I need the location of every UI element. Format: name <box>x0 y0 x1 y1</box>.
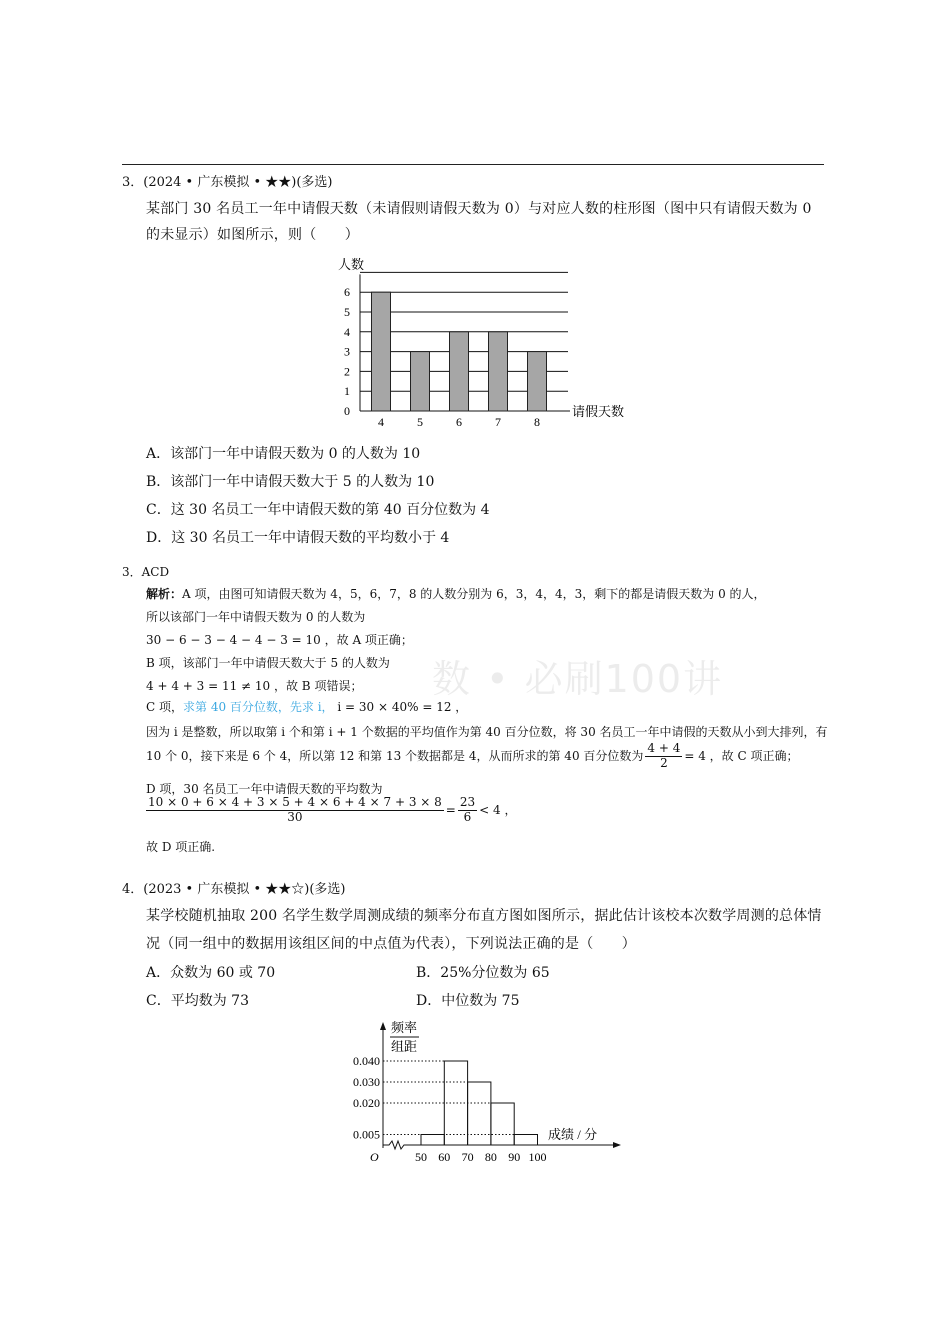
d-frac-num: 10 × 0 + 6 × 4 + 3 × 5 + 4 × 6 + 4 × 7 + 3 × 8 <box>148 795 442 809</box>
solution3-c-line1 <box>146 698 467 715</box>
option-label: B． <box>146 474 171 490</box>
x-tick-label: 90 <box>508 1150 521 1164</box>
solution3-a-line2: 所以该部门一年中请假天数为 0 的人数为 <box>146 610 366 624</box>
x-tick-label: 4 <box>378 415 384 429</box>
q3-header: 3．(2024 • 广东模拟 • ★★)(多选) <box>122 175 333 190</box>
y-tick-label: 2 <box>344 364 350 379</box>
y-tick-label: 1 <box>344 384 350 399</box>
option-label: D． <box>146 530 172 546</box>
q4-option-d <box>416 990 520 1010</box>
q3-option-d <box>146 527 449 547</box>
analysis-label: 解析： <box>146 587 183 601</box>
option-label: A． <box>146 446 171 462</box>
q4-option-c <box>146 990 249 1010</box>
y-tick-label: 0.040 <box>353 1054 380 1068</box>
option-text: 平均数为 73 <box>170 993 249 1009</box>
c-frac-num: 4 + 4 <box>647 741 681 755</box>
solution3-a-line3: 30 − 6 − 3 − 4 − 4 − 3 = 10 ，故 A 项正确； <box>146 633 413 647</box>
score-frequency-histogram <box>330 1016 640 1176</box>
bar <box>411 352 430 411</box>
histogram-bar <box>468 1082 491 1145</box>
option-text: 该部门一年中请假天数为 0 的人数为 10 <box>170 446 421 462</box>
c-hint: 求第 40 百分位数，先求 i， <box>183 700 334 714</box>
analysis-text: A 项，由图可知请假天数为 4，5，6，7，8 的人数分别为 6，3，4，4，3，剩下的都是请假天数为 0 的人， <box>182 587 766 601</box>
c-formula: i = 30 × 40% = 12 ， <box>333 700 468 714</box>
option-text: 众数为 60 或 70 <box>170 965 276 981</box>
x-tick-label: 50 <box>415 1150 427 1164</box>
q3-stem-line2: 的未显示）如图所示，则（ ） <box>146 227 359 243</box>
d-frac-den: 30 <box>287 809 303 824</box>
option-label: C． <box>146 502 171 518</box>
d-fraction2 <box>458 796 477 825</box>
y-tick-label: 0 <box>344 404 350 418</box>
d-eq: = <box>445 802 456 817</box>
option-text: 中位数为 75 <box>441 993 520 1009</box>
x-tick-label: 7 <box>495 415 501 429</box>
solution3-d-line2 <box>144 796 516 825</box>
solution3-c-line2: 因为 i 是整数，所以取第 i 个和第 i + 1 个数据的平均值作为第 40 百分位数，将 30 名员工一年中请假的天数从小到大排列，有 <box>146 725 828 739</box>
bar <box>450 332 469 411</box>
x-tick-label: 6 <box>456 415 462 429</box>
c-prefix: C 项， <box>146 700 183 714</box>
histogram-bar <box>514 1135 537 1146</box>
y-axis-label: 人数 <box>338 257 365 272</box>
x-axis-arrow <box>613 1142 621 1148</box>
q3-option-a <box>146 443 420 463</box>
option-text: 该部门一年中请假天数大于 5 的人数为 10 <box>170 474 435 490</box>
solution3-answer: 3．ACD <box>122 565 170 579</box>
q4-header: 4．(2023 • 广东模拟 • ★★☆)(多选) <box>122 882 346 897</box>
x-tick-label: 80 <box>484 1150 497 1164</box>
y-tick-label: 0.030 <box>353 1075 380 1089</box>
q3-option-c <box>146 499 490 519</box>
leave-days-bar-chart <box>330 252 640 432</box>
y-tick-label: 0.005 <box>353 1127 380 1142</box>
axis-break <box>383 1141 421 1149</box>
x-tick-label: 60 <box>438 1150 451 1164</box>
solution3-b-line2: 4 + 4 + 3 = 11 ≠ 10 ，故 B 项错误； <box>146 679 363 693</box>
c-line3-post: = 4 ，故 C 项正确； <box>684 748 799 763</box>
d-fraction <box>146 796 444 825</box>
option-label: D． <box>416 993 442 1009</box>
watermark: 数 • 必刷100讲 <box>432 657 724 701</box>
bar <box>528 352 547 411</box>
top-rule <box>122 164 824 165</box>
y-label-top: 频率 <box>391 1020 418 1035</box>
x-axis-label: 成绩 / 分 <box>548 1127 598 1142</box>
c-frac-den: 2 <box>660 755 668 770</box>
x-tick-label: 70 <box>461 1150 474 1164</box>
q4-stem-line2: 况（同一组中的数据用该组区间的中点值为代表），下列说法正确的是（ ） <box>146 936 636 952</box>
solution3-d-line1: D 项，30 名员工一年中请假天数的平均数为 <box>146 782 383 796</box>
option-label: B． <box>416 965 441 981</box>
c-line3-pre: 10 个 0，接下来是 6 个 4，所以第 12 和第 13 个数据都是 4，从而所求的第 40 百分位数为 <box>146 748 644 763</box>
c-fraction <box>645 742 682 771</box>
x-tick-label: 100 <box>528 1150 547 1164</box>
y-tick-label: 5 <box>344 305 350 319</box>
y-tick-label: 4 <box>344 324 350 339</box>
bar <box>489 332 508 411</box>
y-tick-label: 0.020 <box>353 1096 380 1110</box>
option-text: 25%分位数为 65 <box>440 965 550 981</box>
bar <box>372 292 391 411</box>
option-text: 这 30 名员工一年中请假天数的第 40 百分位数为 4 <box>170 502 490 518</box>
q4-option-b <box>416 962 550 982</box>
d-tail: < 4 ， <box>479 802 517 817</box>
y-axis-arrow <box>380 1022 386 1030</box>
q4-option-a <box>146 962 275 982</box>
solution3-b-line1: B 项，该部门一年中请假天数大于 5 的人数为 <box>146 656 390 670</box>
y-tick-label: 6 <box>344 285 350 300</box>
origin-label: O <box>370 1150 379 1164</box>
y-label-bottom: 组距 <box>391 1039 418 1054</box>
q4-stem-line1: 某学校随机抽取 200 名学生数学周测成绩的频率分布直方图如图所示，据此估计该校本次数学周测的总体情 <box>146 908 822 924</box>
y-tick-label: 3 <box>344 344 350 359</box>
solution3-a-line1 <box>146 585 766 602</box>
q3-stem-line1: 某部门 30 名员工一年中请假天数（未请假则请假天数为 0）与对应人数的柱形图（图中只有请假天数为 0 <box>146 201 812 217</box>
option-text: 这 30 名员工一年中请假天数的平均数小于 4 <box>171 530 450 546</box>
d-frac2-den: 6 <box>463 809 472 824</box>
x-axis-label: 请假天数 <box>572 404 625 419</box>
solution3-c-line3 <box>146 742 799 771</box>
histogram-bar <box>421 1135 444 1146</box>
option-label: A． <box>146 965 171 981</box>
solution3-d-line3: 故 D 项正确. <box>146 840 216 854</box>
x-tick-label: 8 <box>534 415 540 429</box>
histogram-bar <box>491 1103 514 1145</box>
option-label: C． <box>146 993 171 1009</box>
d-frac2-num: 23 <box>459 795 476 809</box>
x-tick-label: 5 <box>417 415 423 429</box>
q3-option-b <box>146 471 434 491</box>
